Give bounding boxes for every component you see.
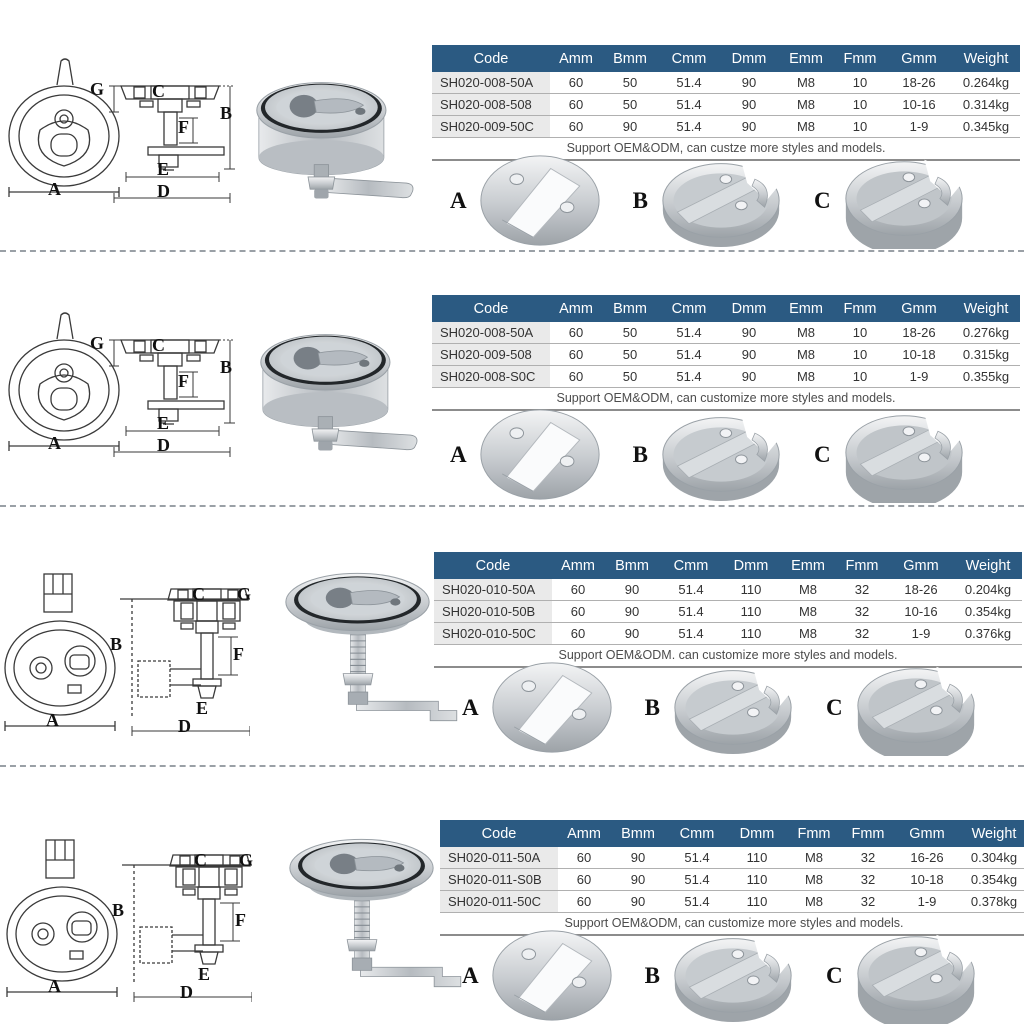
oem-note: Support OEM&ODM, can customize more styles and models.: [432, 388, 1020, 411]
spec-cell: 51.4: [660, 579, 722, 601]
header-row: [432, 45, 1020, 72]
code-cell: SH020-008-S0C: [432, 366, 550, 388]
table-row: [432, 344, 1020, 366]
bolt-bracket-latch-photo-icon: [250, 559, 465, 733]
part-label-c: C: [825, 694, 843, 720]
shallow-cam-cup-photo-icon: [670, 927, 796, 1024]
latch-dimension-drawing-icon: [2, 835, 252, 1005]
spec-cell: 90: [604, 601, 660, 623]
spec-cell: 50: [602, 366, 658, 388]
spec-table: [434, 552, 1022, 645]
spec-cell: 32: [842, 847, 894, 869]
part-label-c: C: [813, 441, 831, 467]
spec-cell: 51.4: [658, 366, 720, 388]
shallow-cam-cup-photo-icon: [658, 152, 784, 249]
spec-cell: 32: [836, 601, 888, 623]
spec-cell: 90: [604, 623, 660, 645]
latch-dimension-drawing-icon: [2, 56, 237, 206]
part-label-c: C: [813, 187, 831, 213]
table-row: [432, 116, 1020, 138]
flush-cam-latch-photo-icon: [228, 314, 433, 468]
spec-cell: 90: [720, 322, 778, 344]
round-cutout-plate-photo-icon: [477, 406, 603, 503]
spec-cell: 1-9: [894, 891, 960, 913]
dimension-label-e: E: [196, 698, 209, 718]
col-header: Amm: [552, 552, 604, 579]
spec-cell: 51.4: [658, 322, 720, 344]
col-header: Dmm: [728, 820, 786, 847]
table-row: [440, 847, 1024, 869]
table-row: [432, 72, 1020, 94]
part-label-a: A: [462, 694, 479, 720]
spec-cell: 0.376kg: [954, 623, 1022, 645]
spec-cell: 10-18: [886, 344, 952, 366]
spec-table: [432, 295, 1020, 388]
oem-note: Support OEM&ODM, can customize more styles and models.: [440, 913, 1024, 936]
spec-cell: 32: [836, 623, 888, 645]
spec-cell: 10: [834, 344, 886, 366]
spec-table-wrap: [432, 295, 1020, 411]
col-header: Cmm: [658, 45, 720, 72]
spec-cell: 51.4: [658, 344, 720, 366]
table-row: [434, 623, 1022, 645]
dimension-label-e: E: [157, 413, 170, 433]
code-cell: SH020-009-508: [432, 344, 550, 366]
col-header: Bmm: [602, 295, 658, 322]
dimension-label-f: F: [178, 117, 189, 137]
spec-cell: 110: [728, 891, 786, 913]
spec-cell: 0.304kg: [960, 847, 1024, 869]
spec-cell: M8: [778, 116, 834, 138]
part-label-b: B: [644, 962, 660, 988]
spec-cell: 18-26: [886, 322, 952, 344]
part-label-c: C: [825, 962, 843, 988]
dimension-label-d: D: [157, 435, 170, 455]
shallow-cam-cup-photo-icon: [670, 659, 796, 756]
code-cell: SH020-011-S0B: [440, 869, 558, 891]
spec-cell: 32: [842, 891, 894, 913]
dimension-label-b: B: [220, 103, 233, 123]
spec-cell: 10: [834, 94, 886, 116]
spec-table: [440, 820, 1024, 913]
spec-cell: 90: [720, 94, 778, 116]
spec-cell: 60: [558, 891, 610, 913]
spec-cell: 60: [550, 322, 602, 344]
dimension-label-f: F: [178, 371, 189, 391]
col-header: Amm: [550, 45, 602, 72]
col-header: Emm: [780, 552, 836, 579]
spec-cell: 60: [550, 94, 602, 116]
spec-cell: 90: [720, 366, 778, 388]
spec-cell: 0.354kg: [954, 601, 1022, 623]
spec-cell: 110: [728, 869, 786, 891]
latch-photo: [250, 559, 465, 738]
parts-row: [436, 657, 1024, 757]
spec-cell: 10-18: [894, 869, 960, 891]
col-header: Cmm: [666, 820, 728, 847]
code-cell: SH020-010-50B: [434, 601, 552, 623]
part-label-a: A: [450, 187, 467, 213]
spec-cell: 1-9: [886, 116, 952, 138]
col-header: Code: [434, 552, 552, 579]
col-header: Fmm: [834, 45, 886, 72]
spec-cell: 60: [550, 116, 602, 138]
spec-cell: 50: [602, 94, 658, 116]
dimension-label-e: E: [198, 964, 211, 984]
part-label-a: A: [462, 962, 479, 988]
col-header: Code: [440, 820, 558, 847]
spec-cell: 10: [834, 116, 886, 138]
dimension-label-g: G: [237, 584, 252, 604]
dimension-label-d: D: [157, 181, 170, 201]
part-label-b: B: [632, 441, 648, 467]
spec-cell: 18-26: [888, 579, 954, 601]
spec-cell: 0.204kg: [954, 579, 1022, 601]
col-header: Fmm: [836, 552, 888, 579]
spec-cell: 1-9: [888, 623, 954, 645]
spec-cell: 60: [552, 601, 604, 623]
col-header: Dmm: [722, 552, 780, 579]
spec-cell: M8: [786, 847, 842, 869]
table-row: [432, 366, 1020, 388]
dimension-label-a: A: [46, 710, 59, 730]
table-row: [434, 579, 1022, 601]
spec-cell: 90: [610, 847, 666, 869]
spec-cell: M8: [786, 891, 842, 913]
table-row: [440, 869, 1024, 891]
col-header: Cmm: [658, 295, 720, 322]
code-cell: SH020-008-50A: [432, 322, 550, 344]
spec-table: [432, 45, 1020, 138]
col-header: Code: [432, 45, 550, 72]
product-section: [0, 0, 1024, 250]
round-cutout-plate-photo-icon: [489, 659, 615, 756]
col-header: Weight: [954, 552, 1022, 579]
spec-cell: 0.264kg: [952, 72, 1020, 94]
spec-cell: 50: [602, 72, 658, 94]
spec-cell: M8: [778, 344, 834, 366]
dimension-label-b: B: [220, 357, 233, 377]
spec-cell: 90: [720, 116, 778, 138]
spec-cell: 50: [602, 344, 658, 366]
spec-cell: 0.378kg: [960, 891, 1024, 913]
shallow-cam-cup-photo-icon: [658, 406, 784, 503]
spec-cell: 10: [834, 72, 886, 94]
col-header: Bmm: [604, 552, 660, 579]
part-label-b: B: [632, 187, 648, 213]
spec-cell: 51.4: [666, 847, 728, 869]
spec-cell: 51.4: [658, 116, 720, 138]
deep-cam-cup-photo-icon: [841, 152, 967, 249]
col-header: Cmm: [660, 552, 722, 579]
spec-cell: M8: [780, 623, 836, 645]
spec-cell: 0.354kg: [960, 869, 1024, 891]
col-header: Bmm: [610, 820, 666, 847]
table-row: [434, 601, 1022, 623]
col-header: Fmm: [842, 820, 894, 847]
dimension-label-c: C: [192, 584, 205, 604]
spec-cell: M8: [780, 601, 836, 623]
dimension-label-e: E: [157, 159, 170, 179]
col-header: Fmm: [786, 820, 842, 847]
spec-cell: M8: [780, 579, 836, 601]
dimension-label-a: A: [48, 976, 61, 996]
table-row: [432, 322, 1020, 344]
spec-cell: 60: [550, 366, 602, 388]
oem-note: Support OEM&ODM, can custze more styles and models.: [432, 138, 1020, 161]
code-cell: SH020-008-50A: [432, 72, 550, 94]
spec-cell: 110: [728, 847, 786, 869]
dimension-label-b: B: [110, 634, 123, 654]
spec-cell: 110: [722, 601, 780, 623]
deep-cam-cup-photo-icon: [841, 406, 967, 503]
spec-table-wrap: [432, 45, 1020, 161]
dimension-label-g: G: [90, 79, 105, 99]
spec-cell: 90: [602, 116, 658, 138]
col-header: Gmm: [886, 45, 952, 72]
col-header: Weight: [960, 820, 1024, 847]
spec-cell: 1-9: [886, 366, 952, 388]
spec-table-wrap: [440, 820, 1024, 936]
col-header: Amm: [558, 820, 610, 847]
spec-cell: 16-26: [894, 847, 960, 869]
col-header: Fmm: [834, 295, 886, 322]
dimension-label-f: F: [235, 910, 246, 930]
dimension-label-g: G: [90, 333, 105, 353]
spec-cell: 51.4: [666, 869, 728, 891]
spec-cell: M8: [778, 72, 834, 94]
spec-cell: M8: [778, 366, 834, 388]
spec-cell: 60: [558, 847, 610, 869]
technical-drawing: [2, 310, 237, 460]
latch-dimension-drawing-icon: [0, 569, 250, 739]
dimension-label-c: C: [152, 81, 165, 101]
col-header: Weight: [952, 45, 1020, 72]
col-header: Emm: [778, 295, 834, 322]
col-header: Gmm: [888, 552, 954, 579]
deep-cam-cup-photo-icon: [853, 659, 979, 756]
dimension-label-d: D: [180, 982, 193, 1002]
spec-cell: 51.4: [660, 623, 722, 645]
dimension-label-b: B: [112, 900, 125, 920]
table-row: [432, 94, 1020, 116]
code-cell: SH020-009-50C: [432, 116, 550, 138]
spec-cell: 51.4: [658, 72, 720, 94]
spec-cell: 10-16: [886, 94, 952, 116]
product-section: [0, 507, 1024, 765]
flush-cam-latch-photo-icon: [224, 62, 429, 216]
header-row: [434, 552, 1022, 579]
spec-cell: 60: [550, 344, 602, 366]
col-header: Dmm: [720, 45, 778, 72]
part-label-b: B: [644, 694, 660, 720]
header-row: [432, 295, 1020, 322]
dimension-label-d: D: [178, 716, 191, 736]
spec-cell: 110: [722, 579, 780, 601]
code-cell: SH020-008-508: [432, 94, 550, 116]
spec-cell: 90: [720, 344, 778, 366]
spec-cell: 0.315kg: [952, 344, 1020, 366]
dimension-label-c: C: [194, 850, 207, 870]
spec-cell: 60: [558, 869, 610, 891]
product-section: [0, 252, 1024, 505]
col-header: Weight: [952, 295, 1020, 322]
col-header: Emm: [778, 45, 834, 72]
spec-cell: 32: [842, 869, 894, 891]
spec-cell: 90: [720, 72, 778, 94]
col-header: Code: [432, 295, 550, 322]
spec-cell: 60: [550, 72, 602, 94]
latch-photo: [224, 62, 429, 221]
dimension-label-g: G: [239, 850, 254, 870]
spec-cell: 32: [836, 579, 888, 601]
spec-cell: M8: [778, 94, 834, 116]
spec-cell: 90: [604, 579, 660, 601]
spec-cell: 110: [722, 623, 780, 645]
spec-cell: 10: [834, 322, 886, 344]
spec-cell: 0.276kg: [952, 322, 1020, 344]
code-cell: SH020-011-50A: [440, 847, 558, 869]
spec-cell: M8: [778, 322, 834, 344]
table-row: [440, 891, 1024, 913]
code-cell: SH020-010-50A: [434, 579, 552, 601]
col-header: Bmm: [602, 45, 658, 72]
technical-drawing: [2, 56, 237, 206]
spec-cell: 51.4: [666, 891, 728, 913]
spec-cell: 0.345kg: [952, 116, 1020, 138]
spec-cell: 51.4: [660, 601, 722, 623]
col-header: Dmm: [720, 295, 778, 322]
code-cell: SH020-010-50C: [434, 623, 552, 645]
col-header: Amm: [550, 295, 602, 322]
dimension-label-a: A: [48, 433, 61, 453]
spec-cell: 90: [610, 891, 666, 913]
spec-cell: 50: [602, 322, 658, 344]
parts-row: [436, 925, 1024, 1024]
spec-cell: 90: [610, 869, 666, 891]
technical-drawing: [2, 835, 252, 1005]
spec-cell: 10-16: [888, 601, 954, 623]
latch-dimension-drawing-icon: [2, 310, 237, 460]
col-header: Gmm: [894, 820, 960, 847]
dimension-label-a: A: [48, 179, 61, 199]
part-label-a: A: [450, 441, 467, 467]
parts-row: [436, 404, 1024, 504]
spec-cell: 60: [552, 579, 604, 601]
round-cutout-plate-photo-icon: [489, 927, 615, 1024]
dimension-label-f: F: [233, 644, 244, 664]
spec-cell: 0.314kg: [952, 94, 1020, 116]
dimension-label-c: C: [152, 335, 165, 355]
spec-cell: 18-26: [886, 72, 952, 94]
header-row: [440, 820, 1024, 847]
product-section: [0, 767, 1024, 1024]
oem-note: Support OEM&ODM. can customize more styles and models.: [434, 645, 1022, 668]
spec-cell: 51.4: [658, 94, 720, 116]
latch-photo: [228, 314, 433, 473]
round-cutout-plate-photo-icon: [477, 152, 603, 249]
spec-table-wrap: [434, 552, 1022, 668]
spec-cell: M8: [786, 869, 842, 891]
parts-row: [436, 150, 1024, 250]
spec-cell: 60: [552, 623, 604, 645]
code-cell: SH020-011-50C: [440, 891, 558, 913]
technical-drawing: [0, 569, 250, 739]
col-header: Gmm: [886, 295, 952, 322]
spec-cell: 10: [834, 366, 886, 388]
deep-cam-cup-photo-icon: [853, 927, 979, 1024]
spec-cell: 0.355kg: [952, 366, 1020, 388]
